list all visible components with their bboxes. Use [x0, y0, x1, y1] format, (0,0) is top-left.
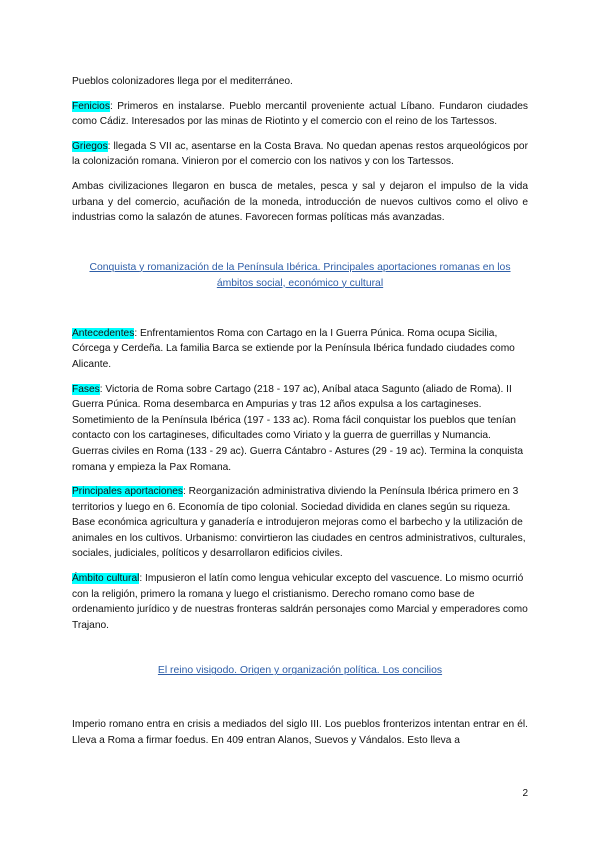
- ambas-paragraph: Ambas civilizaciones llegaron en busca de metales, pesca y sal y dejaron el impulso de la vida urbana y del comercio, acuñación de la moneda, introducción de nuevos cultivos como el olivo e industrias como la salazón de atunes. Favorecen formas políticas más avanzadas.: [72, 180, 528, 224]
- griegos-text: : llegada S VII ac, asentarse en la Costa Brava. No quedan apenas restos arqueológicos por la colonización romana. Vinieron por el comercio con los nativos y con los Tartessos.: [72, 140, 528, 168]
- cultural-label: Ámbito cultural: [72, 573, 140, 585]
- fases-paragraph: [72, 382, 528, 476]
- fenicios-text: : Primeros en instalarse. Pueblo mercantil proveniente actual Líbano. Fundaron ciudades como Cádiz. Interesados por las minas de Riotinto y el comercio con el reino de los Tartessos.: [72, 100, 528, 128]
- fases-text: : Victoria de Roma sobre Cartago (218 - 197 ac), Aníbal ataca Sagunto (aliado de Roma). II Guerra Púnica. Roma desembarca en Ampurias y tras 12 años expulsa a los cartagineses. Sometimiento de la Península Ibérica (197 - 133 ac). Roma fácil conquistar los pueblos que tenían contacto con los cartagineses, dificultades como Viriato y la guerra de guerrillas y Numancia. Guerras civiles en Roma (133 - 29 ac). Guerra Cántabro - Astures (29 - 19 ac). Termina la conquista romana y empieza la Pax Romana.: [72, 383, 524, 473]
- cultural-text: : Impusieron el latín como lengua vehicular excepto del vascuence. Lo mismo ocurrió con la religión, primero la romana y luego el cristianismo. Derecho romano como base de ordenamiento jurídico y de nuestras fronteras saldrán personajes como Marcial y emperadores como Trajano.: [72, 573, 528, 631]
- antecedentes-text: : Enfrentamientos Roma con Cartago en la I Guerra Púnica. Roma ocupa Sicilia, Córcega y Cerdeña. La familia Barca se extiende por la Península Ibérica fundado ciudades como Alicante.: [72, 327, 515, 370]
- section-heading-visigodo: El reino visigodo. Origen y organización política. Los concilios: [157, 665, 443, 677]
- griegos-label: Griegos: [72, 140, 108, 152]
- aportaciones-label: Principales aportaciones: [72, 486, 183, 498]
- fenicios-label: Fenicios: [72, 100, 110, 112]
- imperio-paragraph: Imperio romano entra en crisis a mediados del siglo III. Los pueblos fronterizos intentan entrar en él. Lleva a Roma a firmar foedus. En 409 entran Alanos, Suevos y Vándalos. Esto lleva a: [72, 719, 528, 747]
- fenicios-paragraph: [72, 99, 528, 130]
- griegos-paragraph: [72, 139, 528, 170]
- antecedentes-paragraph: [72, 326, 528, 373]
- intro-paragraph: Pueblos colonizadores llega por el mediterráneo.: [72, 76, 293, 87]
- aportaciones-text: : Reorganización administrativa diviendo la Península Ibérica primero en 3 territorios y luego en 6. Economía de tipo colonial. Sociedad dividida en clanes según su riqueza. Base económica agricultura y ganadería e introdujeron mejoras como el barbecho y la utilización de animales en los cultivos. Urbanismo: convirtieron las ciudades en centros administrativos, culturales, sociales, judiciales, políticos y desarrollaron edificios civiles.: [72, 486, 526, 560]
- section-heading-romanizacion: Conquista y romanización de la Península Ibérica. Principales aportaciones romanas en los ámbitos social, económico y cultural: [89, 261, 511, 289]
- page-number: 2: [522, 788, 528, 799]
- antecedentes-label: Antecedentes: [72, 327, 135, 339]
- cultural-paragraph: [72, 571, 528, 633]
- fases-label: Fases: [72, 383, 100, 395]
- aportaciones-paragraph: [72, 484, 528, 562]
